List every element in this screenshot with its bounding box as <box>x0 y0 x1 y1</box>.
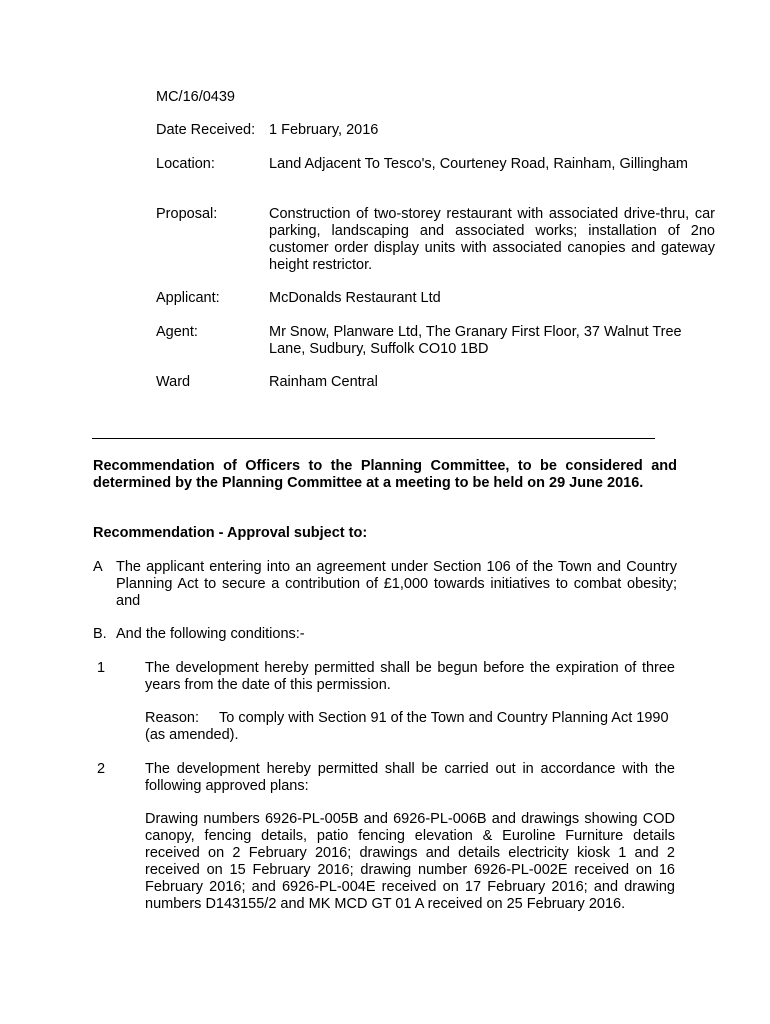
date-received-value: 1 February, 2016 <box>269 122 379 138</box>
proposal-value: Construction of two-storey restaurant with associated drive-thru, car parking, landscaping and associated works; installation of 2no customer order display units with associated canopies and gateway height restrictor. <box>269 206 715 273</box>
applicant-value: McDonalds Restaurant Ltd <box>269 290 441 306</box>
item-a-marker: A <box>93 559 103 575</box>
location-value: Land Adjacent To Tesco's, Courteney Road, Rainham, Gillingham <box>269 156 688 172</box>
horizontal-divider <box>92 438 655 439</box>
condition-text: The development hereby permitted shall be begun before the expiration of three years from the date of this permission. <box>145 660 675 693</box>
recommendation-heading: Recommendation - Approval subject to: <box>93 525 368 541</box>
item-b-marker: B. <box>93 626 107 642</box>
ward-value: Rainham Central <box>269 374 378 390</box>
reason-text: To comply with Section 91 of the Town and Country Planning Act 1990 (as amended). <box>145 710 669 743</box>
proposal-label: Proposal: <box>156 206 218 222</box>
location-label: Location: <box>156 156 215 172</box>
condition-text: The development hereby permitted shall be carried out in accordance with the following approved plans: <box>145 761 675 794</box>
application-reference: MC/16/0439 <box>156 89 235 105</box>
ward-label: Ward <box>156 374 191 390</box>
agent-label: Agent: <box>156 324 198 340</box>
recommendation-intro: Recommendation of Officers to the Planning Committee, to be considered and determined by the Planning Committee at a meeting to be held on 29 June 2016. <box>93 458 677 491</box>
date-received-label: Date Received: <box>156 122 256 138</box>
condition-number: 2 <box>97 761 106 777</box>
condition-detail: Drawing numbers 6926-PL-005B and 6926-PL-006B and drawings showing COD canopy, fencing details, patio fencing elevation & Euroline Furniture details received on 2 February 2016; drawings and details electricity kiosk 1 and 2 received on 15 February 2016; drawing number 6926-PL-002E received on 16 February 2016; and 6926-PL-004E received on 17 February 2016; and drawing numbers D143155/2 and MK MCD GT 01 A received on 25 February 2016. <box>145 811 675 912</box>
agent-value: Mr Snow, Planware Ltd, The Granary First Floor, 37 Walnut Tree Lane, Sudbury, Suffolk CO10 1BD <box>269 324 682 357</box>
condition-number: 1 <box>97 660 106 676</box>
item-a-text: The applicant entering into an agreement under Section 106 of the Town and Country Planning Act to secure a contribution of £1,000 towards initiatives to combat obesity; and <box>116 559 677 609</box>
item-b-text: And the following conditions:- <box>116 626 305 642</box>
applicant-label: Applicant: <box>156 290 220 306</box>
reason-label: Reason: <box>145 710 200 726</box>
